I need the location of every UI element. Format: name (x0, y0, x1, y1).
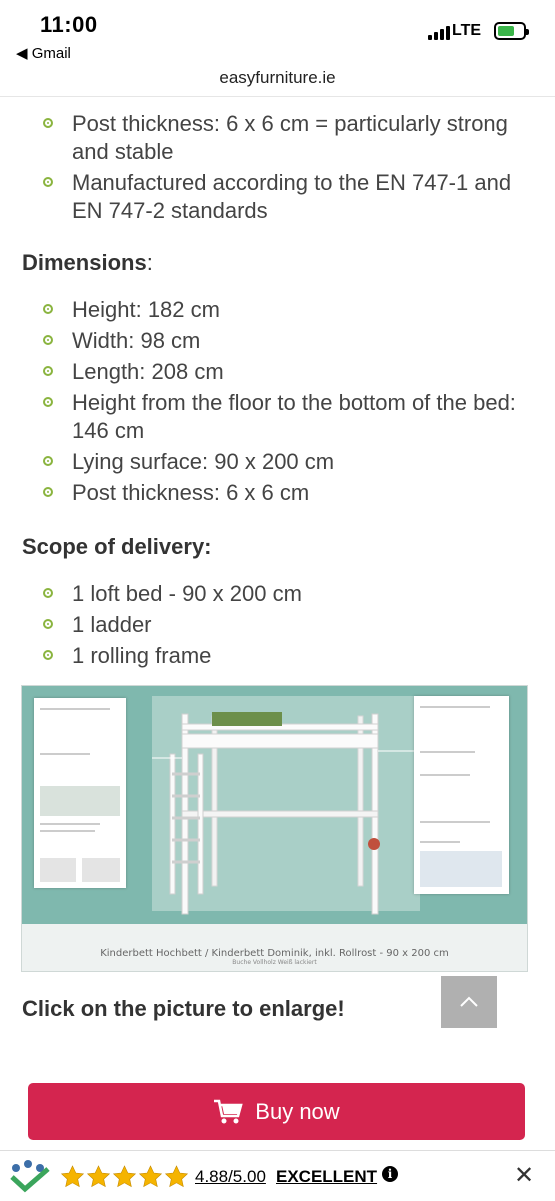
battery-icon (494, 22, 526, 40)
scroll-to-top-button[interactable] (441, 976, 497, 1028)
trust-badge-bar[interactable] (0, 1150, 555, 1201)
delivery-heading: Scope of delivery: (22, 534, 212, 559)
list-item: 1 rolling frame (0, 642, 555, 670)
list-item: 1 ladder (0, 611, 555, 639)
list-item: Length: 208 cm (0, 358, 555, 386)
star-icon (112, 1165, 137, 1189)
bullet-circle-icon (43, 118, 53, 128)
bullet-circle-icon (43, 177, 53, 187)
list-item: Lying surface: 90 x 200 cm (0, 448, 555, 476)
list-item: Post thickness: 6 x 6 cm = particularly strong and stable (0, 110, 555, 166)
thumbnail (82, 858, 120, 882)
star-icon (164, 1165, 189, 1189)
signal-icon (428, 26, 450, 40)
star-icon (86, 1165, 111, 1189)
loft-bed-illustration (152, 696, 420, 921)
trust-check-icon (8, 1159, 52, 1193)
status-time: 11:00 (40, 12, 98, 37)
features-card-right (414, 696, 509, 894)
features-card-left (34, 698, 126, 888)
product-image[interactable] (21, 685, 528, 972)
url-text: easyfurniture.ie (219, 68, 336, 87)
star-icon (60, 1165, 85, 1189)
address-bar[interactable] (0, 66, 555, 97)
close-icon[interactable]: ✕ (514, 1162, 535, 1189)
rating-value[interactable]: 4.88/5.00 (195, 1167, 266, 1186)
back-to-app-link[interactable] (16, 44, 71, 62)
list-item: Manufactured according to the EN 747-1 and EN 747-2 standards (0, 169, 555, 225)
back-app-label: Gmail (31, 45, 71, 62)
bullet-circle-icon (43, 619, 53, 629)
thumbnail (420, 851, 502, 887)
bullet-circle-icon (43, 397, 53, 407)
feature-list (0, 110, 555, 228)
list-item: Width: 98 cm (0, 327, 555, 355)
bullet-circle-icon (43, 487, 53, 497)
status-bar (0, 0, 555, 66)
list-item: Post thickness: 6 x 6 cm (0, 479, 555, 507)
buy-now-button[interactable] (28, 1083, 525, 1140)
bullet-circle-icon (43, 304, 53, 314)
buy-now-label: Buy now (255, 1098, 340, 1124)
network-label: LTE (452, 22, 482, 39)
thumbnail (40, 786, 120, 816)
dimensions-heading: Dimensions: (22, 250, 153, 275)
list-item: Height: 182 cm (0, 296, 555, 324)
star-rating (60, 1165, 189, 1189)
delivery-list (0, 580, 555, 673)
dimensions-list (0, 296, 555, 510)
list-item: Height from the floor to the bottom of the bed: 146 cm (0, 389, 555, 445)
rating-label[interactable]: EXCELLENT (276, 1167, 378, 1186)
info-icon[interactable]: i (382, 1166, 398, 1182)
thumbnail (40, 858, 76, 882)
bullet-circle-icon (43, 456, 53, 466)
list-item: 1 loft bed - 90 x 200 cm (0, 580, 555, 608)
cart-icon (213, 1099, 243, 1125)
bullet-circle-icon (43, 650, 53, 660)
star-icon (138, 1165, 163, 1189)
bullet-circle-icon (43, 588, 53, 598)
product-image-caption: Kinderbett Hochbett / Kinderbett Dominik, inkl. Rollrost - 90 x 200 cm Buche Vollholz Weiß lackiert (100, 948, 449, 966)
bullet-circle-icon (43, 335, 53, 345)
back-arrow-icon: ◀ (16, 45, 28, 62)
enlarge-hint: Click on the picture to enlarge! (22, 996, 345, 1021)
chevron-up-icon (459, 996, 479, 1008)
bullet-circle-icon (43, 366, 53, 376)
